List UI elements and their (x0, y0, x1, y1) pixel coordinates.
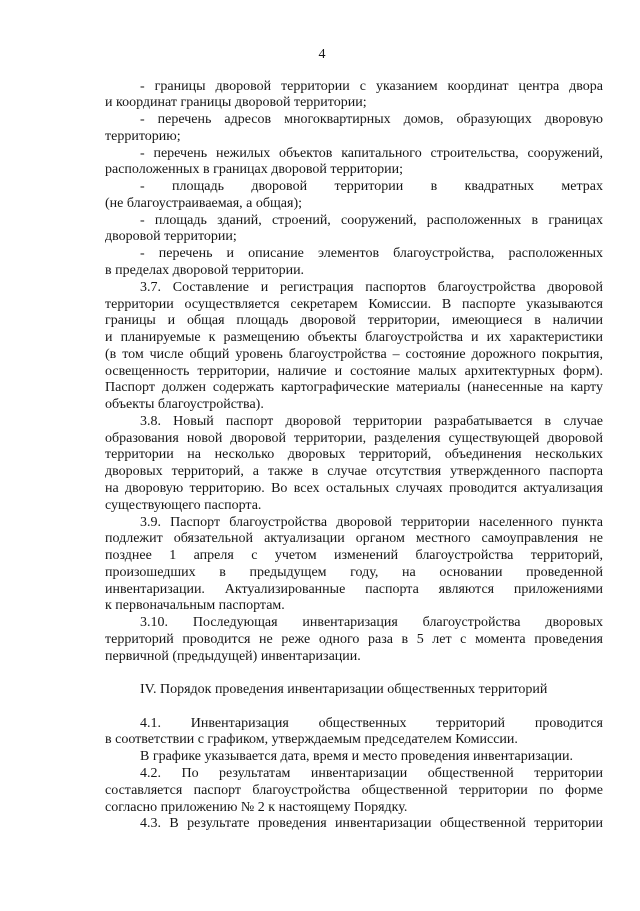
paragraph-clause-3-9 (105, 515, 603, 616)
paragraph-clause-4-3 (105, 816, 603, 833)
paragraph-line: дворовых территорий, а также в случае отсутствия утвержденного паспорта (105, 464, 603, 480)
paragraph-line: 3.7. Составление и регистрация паспортов благоустройства дворовой (140, 279, 603, 295)
paragraph-line: (не благоустраиваемая, а общая); (105, 195, 303, 211)
page-number: 4 (318, 47, 326, 62)
paragraph-line: произошедших в предыдущем году, на основании проведенной (105, 564, 603, 580)
paragraph-line: - перечень адресов многоквартирных домов, образующих дворовую (140, 112, 603, 128)
paragraph-line: согласно приложению № 2 к настоящему Порядку. (105, 799, 408, 815)
paragraph-line: освещенность территории, наличие и состояние малых архитектурных форм). (105, 363, 603, 379)
paragraph-line: 4.3. В результате проведения инвентаризации общественной территории (140, 816, 603, 832)
paragraph-bullet-area (105, 179, 603, 213)
paragraph-line: границы и общая площадь дворовой территории, имеющиеся в наличии (105, 313, 603, 329)
paragraph-line: расположенных в границах дворовой территории; (105, 162, 403, 178)
paragraph-bullet-elements (105, 246, 603, 280)
paragraph-line: составляется паспорт благоустройства общественной территории по форме (105, 782, 603, 798)
document-body (105, 79, 603, 833)
paragraph-line: (в том числе общий уровень благоустройства – состояние дорожного покрытия, (105, 346, 603, 362)
paragraph-line: - границы дворовой территории с указанием координат центра двора (140, 78, 603, 94)
paragraph-line: 3.8. Новый паспорт дворовой территории разрабатывается в случае (140, 413, 603, 429)
paragraph-line: первичной (предыдущей) инвентаризации. (105, 648, 361, 664)
section-heading: IV. Порядок проведения инвентаризации общественных территорий (140, 682, 548, 698)
paragraph-clause-4-1 (105, 716, 603, 750)
paragraph-line: позднее 1 апреля с учетом изменений благоустройства территорий, (105, 548, 603, 564)
paragraph-line: 4.2. По результатам инвентаризации общественной территории (140, 765, 603, 781)
paragraph-line: к первоначальным паспортам. (105, 598, 285, 614)
paragraph-line: Паспорт должен содержать картографические материалы (нанесенные на карту (105, 380, 603, 396)
paragraph-bullet-boundaries (105, 79, 603, 113)
blank-line (105, 699, 603, 716)
paragraph-line: в соответствии с графиком, утверждаемым председателем Комиссии. (105, 732, 518, 748)
paragraph-bullet-addresses (105, 112, 603, 146)
paragraph-line: дворовой территории; (105, 229, 237, 245)
paragraph-schedule-note (105, 749, 603, 766)
paragraph-line: 3.10. Последующая инвентаризация благоустройства дворовых (140, 615, 603, 631)
paragraph-bullet-non-residential (105, 146, 603, 180)
paragraph-line: и планируемые к размещению объекты благоустройства и их характеристики (105, 330, 603, 346)
paragraph-bullet-buildings-area (105, 213, 603, 247)
paragraph-line: территории на несколько дворовых территорий, объединения нескольких (105, 447, 603, 463)
paragraph-line: объекты благоустройства). (105, 397, 264, 413)
paragraph-clause-4-2 (105, 766, 603, 816)
paragraph-line: 3.9. Паспорт благоустройства дворовой территории населенного пункта (140, 514, 603, 530)
paragraph-line: - перечень и описание элементов благоустройства, расположенных (140, 246, 603, 262)
paragraph-line: - площадь дворовой территории в квадратных метрах (140, 179, 603, 195)
paragraph-clause-3-8 (105, 414, 603, 515)
paragraph-line: и координат границы дворовой территории; (105, 95, 367, 111)
paragraph-line: инвентаризации. Актуализированные паспорта являются приложениями (105, 581, 603, 597)
paragraph-line: 4.1. Инвентаризация общественных территорий проводится (140, 715, 603, 731)
paragraph-line: в пределах дворовой территории. (105, 263, 305, 279)
paragraph-line: подлежит обязательной актуализации органом местного самоуправления не (105, 531, 603, 547)
paragraph-line: на дворовую территорию. Во всех остальных случаях проводится актуализация (105, 480, 603, 496)
paragraph-line: территории осуществляется секретарем Комиссии. В паспорте указываются (105, 296, 603, 312)
paragraph-line: территорий проводится не реже одного раза в 5 лет с момента проведения (105, 631, 603, 647)
paragraph-line: территорию; (105, 128, 181, 144)
paragraph-clause-3-10 (105, 615, 603, 665)
paragraph-line: образования новой дворовой территории, разделения существующей дворовой (105, 430, 603, 446)
paragraph-line: существующего паспорта. (105, 497, 262, 513)
blank-line (105, 665, 603, 682)
paragraph-line: - перечень нежилых объектов капитального строительства, сооружений, (140, 145, 603, 161)
paragraph-line: - площадь зданий, строений, сооружений, расположенных в границах (140, 212, 603, 228)
paragraph-clause-3-7 (105, 280, 603, 414)
paragraph-line: В графике указывается дата, время и место проведения инвентаризации. (140, 749, 573, 765)
